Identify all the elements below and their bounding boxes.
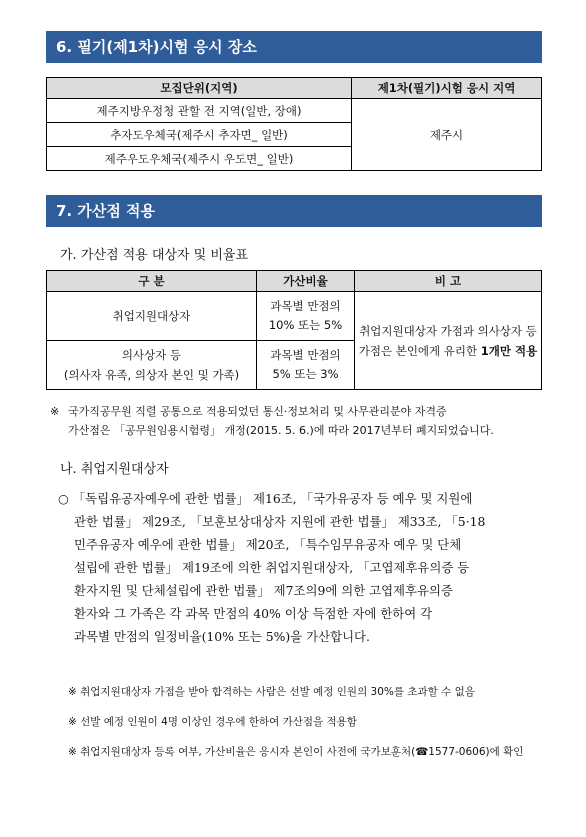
ratio-line: 과목별 만점의: [270, 348, 341, 362]
note-line: 가산점은 「공무원임용시험령」 개정(2015. 5. 6.)에 따라 2017년부터 폐지되었습니다.: [68, 424, 494, 437]
unit-cell: 제주우도우체국(제주시 우도면_ 일반): [47, 147, 352, 171]
remark-cell: [355, 292, 542, 390]
remark-line: 가점은 본인에게 유리한 1개만 적용: [358, 343, 538, 358]
unit-cell: 추자도우체국(제주시 추자면_ 일반): [47, 123, 352, 147]
star-note: ※ 취업지원대상자 가점을 받아 합격하는 사람은 선발 예정 인원의 30%를 초과할 수 없음: [68, 686, 475, 698]
remark-emphasis: 1개만 적용: [480, 343, 538, 358]
para-line: 과목별 만점의 일정비율(10% 또는 5%)을 가산합니다.: [74, 629, 370, 644]
star-note: ※ 선발 예정 인원이 4명 이상인 경우에 한하여 가산점을 적용함: [68, 716, 357, 728]
section-6-header: 6. 필기(제1차)시험 응시 장소: [46, 31, 542, 63]
section-7-header: 7. 가산점 적용: [46, 195, 542, 227]
abolition-note: [50, 402, 542, 440]
subsection-b-title: 나. 취업지원대상자: [60, 462, 169, 477]
para-line: 민주유공자 예우에 관한 법률」 제20조, 「특수임무유공자 예우 및 단체: [74, 537, 462, 552]
para-line: 설립에 관한 법률」 제19조에 의한 취업지원대상자, 「고엽제후유의증 등: [74, 560, 470, 575]
bonus-ratio-table: [46, 270, 542, 390]
para-line: 관한 법률」 제29조, 「보훈보상대상자 지원에 관한 법률」 제33조, 「5·18: [74, 514, 486, 529]
ratio-cell: [257, 292, 355, 341]
ratio-line: 과목별 만점의: [270, 299, 341, 313]
remark-line: 취업지원대상자 가점과 의사상자 등: [359, 323, 537, 338]
ratio-line: 10% 또는 5%: [268, 318, 343, 332]
note-mark: ※: [50, 405, 60, 418]
exam-location-table: [46, 77, 542, 171]
region-cell: 제주시: [352, 99, 542, 171]
unit-cell: 제주지방우정청 관할 전 지역(일반, 장애): [47, 99, 352, 123]
employment-support-paragraph: [58, 487, 546, 648]
target-line: 의사상자 등: [121, 348, 182, 362]
col-header-category: 구 분: [47, 271, 257, 292]
target-line: (의사자 유족, 의상자 본인 및 가족): [63, 368, 240, 382]
col-header-region: 제1차(필기)시험 응시 지역: [352, 78, 542, 99]
subsection-a-title: 가. 가산점 적용 대상자 및 비율표: [60, 248, 249, 263]
target-cell: [47, 341, 257, 390]
target-cell: 취업지원대상자: [47, 292, 257, 341]
col-header-remark: 비 고: [355, 271, 542, 292]
para-line: ○ 「독립유공자예우에 관한 법률」 제16조, 「국가유공자 등 예우 및 지원에: [58, 491, 473, 506]
note-line: 국가직공무원 직렬 공통으로 적용되었던 통신·정보처리 및 사무관리분야 자격증: [68, 405, 447, 418]
ratio-line: 5% 또는 3%: [272, 367, 339, 381]
ratio-cell: [257, 341, 355, 390]
para-line: 환자지원 및 단체설립에 관한 법률」 제7조의9에 의한 고엽제후유의증: [74, 583, 453, 598]
para-line: 환자와 그 가족은 각 과목 만점의 40% 이상 득점한 자에 한하여 각: [74, 606, 433, 621]
col-header-ratio: 가산비율: [257, 271, 355, 292]
col-header-unit: 모집단위(지역): [47, 78, 352, 99]
star-note: ※ 취업지원대상자 등록 여부, 가산비율은 응시자 본인이 사전에 국가보훈처(☎1577-0606)에 확인: [68, 746, 524, 758]
